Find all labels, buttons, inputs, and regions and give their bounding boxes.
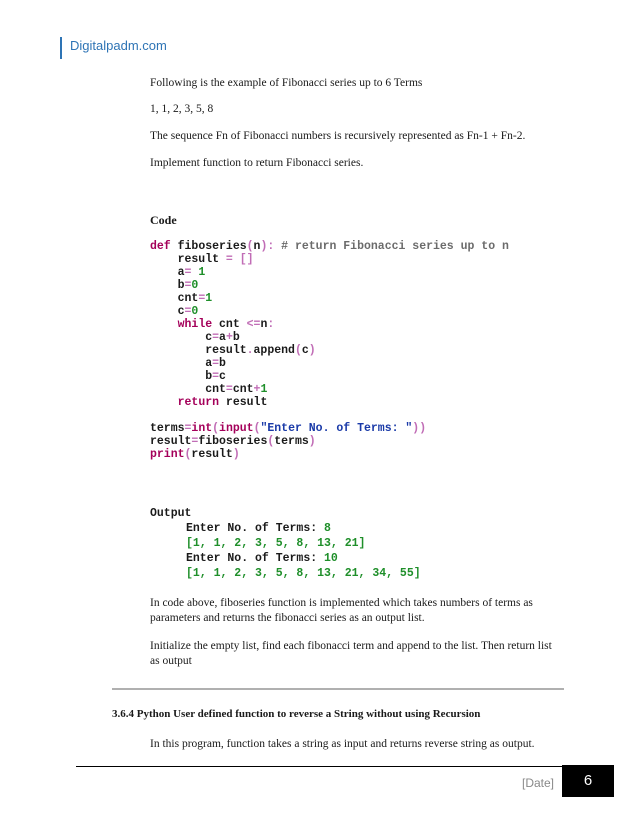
output-title: Output bbox=[150, 507, 192, 520]
explanation-para-1: In code above, fiboseries function is implemented which takes numbers of terms as parameters and returns the fibonacci series as an output list. bbox=[150, 597, 533, 624]
output-result-1: [1, 1, 2, 3, 5, 8, 13, 21] bbox=[186, 537, 366, 550]
output-value-2: 10 bbox=[324, 552, 338, 565]
code-comment: # return Fibonacci series up to n bbox=[281, 240, 509, 253]
site-name: Digitalpadm.com bbox=[70, 38, 167, 53]
section-paragraph: In this program, function takes a string as input and returns reverse string as output. bbox=[150, 738, 535, 750]
intro-line-3: The sequence Fn of Fibonacci numbers is recursively represented as Fn-1 + Fn-2. bbox=[150, 130, 526, 142]
footer-rule bbox=[76, 766, 562, 767]
output-result-2: [1, 1, 2, 3, 5, 8, 13, 21, 34, 55] bbox=[186, 567, 421, 580]
section-divider bbox=[112, 688, 564, 690]
intro-line-2: 1, 1, 2, 3, 5, 8 bbox=[150, 103, 214, 115]
output-line-1 bbox=[186, 522, 331, 535]
code-title: Code bbox=[150, 213, 177, 227]
output-line-2 bbox=[186, 552, 338, 565]
intro-line-4: Implement function to return Fibonacci series. bbox=[150, 157, 364, 169]
footer-date: [Date] bbox=[522, 776, 555, 790]
code-block: def fiboseries(n): # return Fibonacci series up to n result = [] a= 1 b=0 cnt=1 c=0 while cnt <=n: c=a+b result.append(c) a=b b=c cnt=cnt+1 return result terms=int(input("Enter No. of Terms: ")) result=fiboseries(terms) print(result) bbox=[150, 240, 509, 461]
output-prompt-1: Enter No. of Terms: bbox=[186, 522, 325, 535]
output-value-1: 8 bbox=[324, 522, 331, 535]
code-input-prompt: "Enter No. of Terms: " bbox=[260, 422, 413, 435]
page-number: 6 bbox=[562, 765, 614, 797]
code-fn-name: fiboseries bbox=[177, 240, 247, 253]
section-heading: 3.6.4 Python User defined function to reverse a String without using Recursion bbox=[112, 708, 481, 720]
output-prompt-2: Enter No. of Terms: bbox=[186, 552, 325, 565]
explanation-para-2: Initialize the empty list, find each fibonacci term and append to the list. Then return list as output bbox=[150, 640, 552, 667]
intro-line-1: Following is the example of Fibonacci series up to 6 Terms bbox=[150, 77, 423, 89]
header-accent-bar bbox=[60, 37, 62, 59]
